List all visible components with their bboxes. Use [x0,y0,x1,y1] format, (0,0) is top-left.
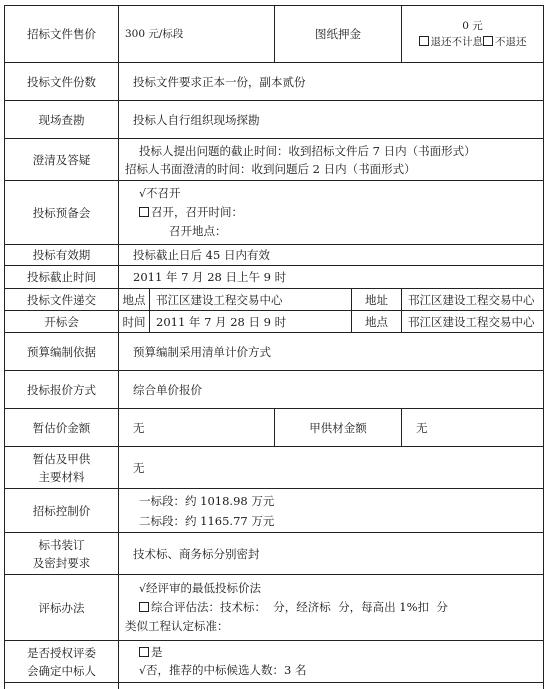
control-value [119,489,544,533]
clarify-label: 澄清及答疑 [5,139,119,181]
row-provisional [5,409,544,447]
row-copies [5,63,544,101]
premeeting-opt-yes: 召开，召开时间： [151,205,243,219]
evaluation-opt-lowest: 经评审的最低投标价法 [146,581,262,595]
row-premeeting [5,181,544,245]
copies-label: 投标文件份数 [5,63,119,101]
budget-label: 预算编制依据 [5,333,119,371]
validity-label: 投标有效期 [5,245,119,266]
materials-label-line1: 暂估及甲供 [32,451,91,466]
refund-option: 退还不计息 [430,36,484,48]
quote-value: 综合单价报价 [119,371,544,409]
site-label: 现场查勘 [5,101,119,139]
evaluation-check-mark: √ [139,582,147,595]
row-submit [5,289,544,311]
row-materials [5,447,544,489]
authorize-opt-yes: 是 [151,645,163,659]
row-binding [5,533,544,575]
premeeting-checkbox[interactable] [139,207,149,217]
row-site [5,101,544,139]
evaluation-similar-criteria: 类似工程认定标准： [125,619,229,633]
submit-label: 投标文件递交 [5,289,119,311]
control-label: 招标控制价 [5,489,119,533]
opening-place-value: 邗江区建设工程交易中心 [402,311,544,333]
deadline-value: 2011 年 7 月 28 日上午 9 时 [119,266,544,289]
clarify-value [119,139,544,181]
provisional-value: 无 [119,409,275,447]
fee-label: 招标文件售价 [5,6,119,63]
materials-label [5,447,119,489]
deposit-cell [402,6,544,63]
submit-address-key: 地址 [352,289,402,311]
opening-place-key: 地点 [352,311,402,333]
premeeting-label: 投标预备会 [5,181,119,245]
provisional-label: 暂估价金额 [5,409,119,447]
authorize-check-mark: √ [139,664,147,677]
row-validity [5,245,544,266]
binding-label [5,533,119,575]
clarify-line1: 投标人提出问题的截止时间：收到招标文件后 7 日内（书面形式） [139,143,476,158]
fee-value: 300 元/标段 [119,6,275,63]
deposit-value: 0 元 [462,20,483,32]
no-refund-option: 不退还 [495,36,527,48]
evaluation-options [119,575,544,641]
authorize-checkbox[interactable] [139,647,149,657]
copies-value: 投标文件要求正本一份，副本贰份 [119,63,544,101]
binding-value: 技术标、商务标分别密封 [119,533,544,575]
row-authorize [5,641,544,683]
binding-label-line2: 及密封要求 [32,555,91,570]
row-quote [5,371,544,409]
submit-place-key: 地点 [119,289,150,311]
row-evaluation [5,575,544,641]
site-value: 投标人自行组织现场探勘 [119,101,544,139]
owner-supply-label: 甲供材金额 [275,409,402,447]
authorize-label [5,641,119,683]
submit-address-value: 邗江区建设工程交易中心 [402,289,544,311]
evaluation-opt-composite: 综合评估法：技术标： 分，经济标 分，每高出 1%扣 分 [151,600,448,614]
evaluation-checkbox[interactable] [139,602,149,612]
materials-label-line2: 主要材料 [38,469,85,484]
deposit-label: 图纸押金 [275,6,402,63]
row-clarify [5,139,544,181]
row-deadline [5,266,544,289]
quote-label: 投标报价方式 [5,371,119,409]
opening-time-value: 2011 年 7 月 28 日 9 时 [150,311,352,333]
authorize-label-line1: 是否授权评委 [27,645,96,660]
tender-info-table [4,5,544,689]
control-line2: 二标段：约 1165.77 万元 [139,513,275,528]
validity-value: 投标截止日后 45 日内有效 [119,245,544,266]
row-control [5,489,544,533]
premeeting-check-mark: √ [139,187,147,200]
submit-place-value: 邗江区建设工程交易中心 [150,289,352,311]
opening-time-key: 时间 [119,311,150,333]
binding-label-line1: 标书装订 [38,537,85,552]
refund-checkbox[interactable] [419,36,429,46]
deadline-label: 投标截止时间 [5,266,119,289]
authorize-opt-no: 否，推荐的中标候选人数：3 名 [146,663,307,677]
evaluation-label: 评标办法 [5,575,119,641]
row-fee [5,6,544,63]
control-line1: 一标段：约 1018.98 万元 [139,493,275,508]
row-opening [5,311,544,333]
authorize-options [119,641,544,683]
materials-value: 无 [119,447,544,489]
clarify-line2: 招标人书面澄清的时间：收到问题后 2 日内（书面形式） [125,161,416,176]
no-refund-checkbox[interactable] [483,36,493,46]
opening-label: 开标会 [5,311,119,333]
premeeting-options [119,181,544,245]
row-budget [5,333,544,371]
authorize-label-line2: 会确定中标人 [27,663,96,678]
owner-supply-value: 无 [402,409,544,447]
premeeting-opt-no: 不召开 [146,186,181,200]
premeeting-place: 召开地点： [169,224,227,238]
budget-value: 预算编制采用清单计价方式 [119,333,544,371]
